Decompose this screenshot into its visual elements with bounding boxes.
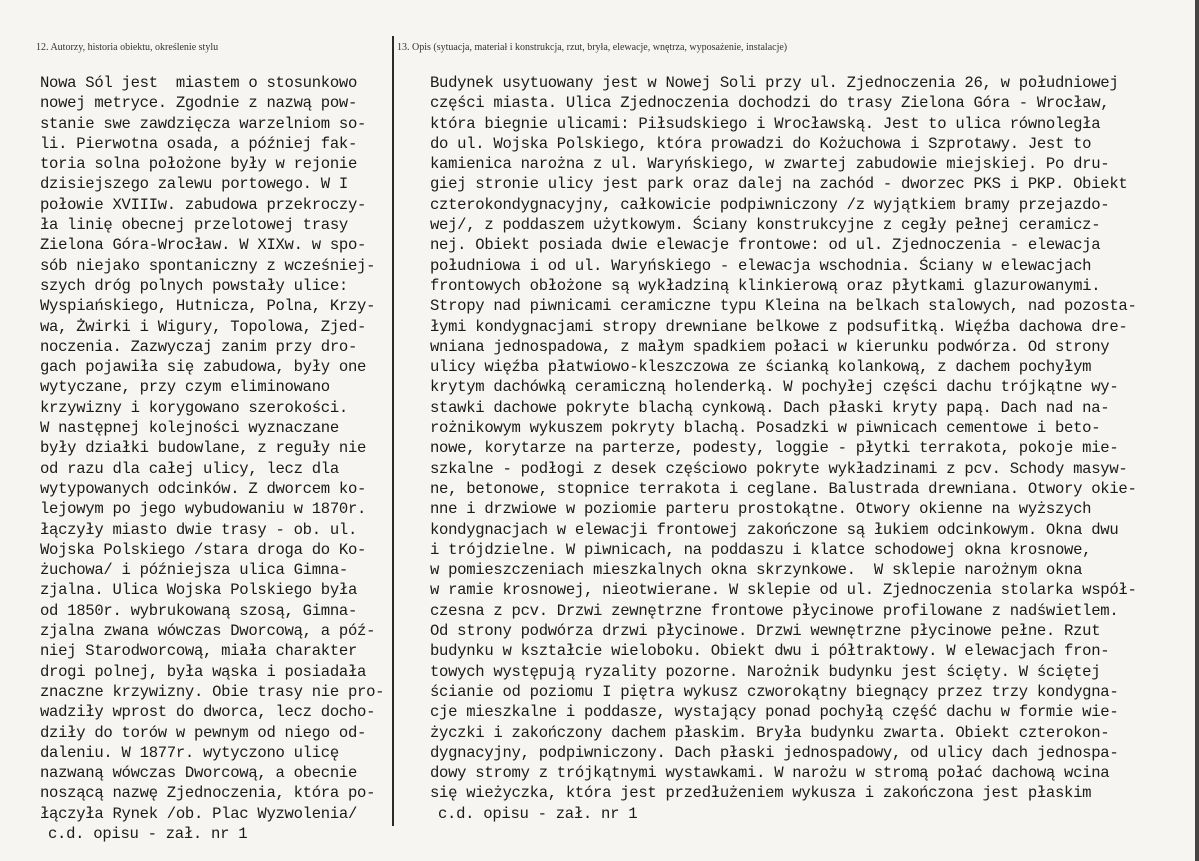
description-text-line: nej. Obiekt posiada dwie elewacje frontowe: od ul. Zjednoczenia - elewacja xyxy=(430,236,1101,255)
description-text-line: południowa i od ul. Waryńskiego - elewacja wschodnia. Ściany w elewacjach xyxy=(430,256,1092,275)
description-text-line: czesna z pcv. Drzwi zewnętrzne frontowe płycinowe profilowane z nadświetlem. xyxy=(430,601,1119,620)
description-text-line: dowy stromy z trójkątnymi wystawkami. W narożu w stromą połać dachową wcina xyxy=(430,764,1110,783)
description-text-line: kondygnacjach w elewacji frontowej zakończone są łukiem odcinkowym. Okna dwu xyxy=(430,520,1119,539)
description-text-line: giej stronie ulicy jest park oraz dalej na zachód - dworzec PKS i PKP. Obiekt xyxy=(430,175,1128,194)
history-text-line: zjalna zwana wówczas Dworcową, a póź- xyxy=(40,622,376,641)
history-text-line: łączyły miasto dwie trasy - ob. ul. xyxy=(40,520,358,539)
description-text-line: w ramie krosnowej, nieotwierane. W sklepie od ul. Zjednoczenia stolarka współ- xyxy=(430,581,1137,600)
right-column-header: 13. Opis (sytuacja, materiał i konstrukcja, rzut, bryła, elewacje, wnętrza, wyposażenie, instalacje) xyxy=(397,42,788,53)
description-text-line: krytym dachówką ceramiczną holenderką. W pochyłej części dachu trójkątne wy- xyxy=(430,378,1119,397)
description-text-line: towych występują ryzality pozorne. Narożnik budynku jest ścięty. W ściętej xyxy=(430,662,1101,681)
description-text-line: dygnacyjny, podpiwniczony. Dach płaski jednospadowy, od ulicy dach jednospa- xyxy=(430,743,1119,762)
description-text-line: Budynek usytuowany jest w Nowej Soli przy ul. Zjednoczenia 26, w południowej xyxy=(430,74,1119,92)
description-text-line: stawki dachowe pokryte blachą cynkową. Dach płaski kryty papą. Dach nad na- xyxy=(430,398,1110,417)
history-text-line: ła linię obecnej przelotowej trasy xyxy=(40,216,348,235)
history-text-line: sób niejako spontaniczny z wcześniej- xyxy=(40,256,376,275)
history-text-line: noczenia. Zazwyczaj zanim przy dro- xyxy=(40,337,358,356)
history-text-line: noszącą nazwę Zjednoczenia, która po- xyxy=(40,784,376,803)
description-text-line: ścianie od poziomu I piętra wykusz czworokątny biegnący przez trzy kondygna- xyxy=(430,682,1119,701)
history-text-line: szych dróg polnych powstały ulice: xyxy=(40,276,348,295)
description-text-line: Od strony podwórza drzwi płycinowe. Drzwi wewnętrzne płycinowe pełne. Rzut xyxy=(430,622,1101,641)
history-text-line: Nowa Sól jest miastem o stosunkowo xyxy=(40,74,358,92)
description-text-line: Stropy nad piwnicami ceramiczne typu Kleina na belkach stalowych, nad pozosta- xyxy=(430,297,1137,316)
description-text-line: wniana jednospadowa, z małym spadkiem połaci w kierunku podwórza. Od strony xyxy=(430,337,1110,356)
history-text-line: wadziły wprost do dworca, lecz docho- xyxy=(40,703,376,722)
history-text-line: daleniu. W 1877r. wytyczono ulicę xyxy=(40,743,339,762)
description-text-line: ulicy więźba płatwiowo-kleszczowa ze ścianką kolankową, z dachem pochyłym xyxy=(430,358,1092,377)
history-text-line: wytyczane, przy czym eliminowano xyxy=(40,378,330,397)
history-text-line: drogi polnej, była wąska i posiadała xyxy=(40,662,367,681)
history-text-line: zjalna. Ulica Wojska Polskiego była xyxy=(40,581,358,600)
description-text-line: części miasta. Ulica Zjednoczenia dochodzi do trasy Zielona Góra - Wrocław, xyxy=(430,94,1110,113)
history-text-line: znaczne krzywizny. Obie trasy nie pro- xyxy=(40,682,385,701)
description-text-line: nne i drzwiowe w poziomie parteru prostokątne. Otwory okienne na wyższych xyxy=(430,500,1092,519)
description-text-line: szkalne - podłogi z desek częściowo pokryte wykładzinami z pcv. Schody masyw- xyxy=(430,459,1128,478)
scan-edge xyxy=(1195,0,1199,861)
description-text-line: życzki i zakończony dachem płaskim. Bryła budynku zwarta. Obiekt czterokon- xyxy=(430,723,1110,742)
history-text-line: W następnej kolejności wyznaczane xyxy=(40,419,339,438)
description-text-line: rożnikowym wykuszem pokryty blachą. Posadzki w piwnicach cementowe i beto- xyxy=(430,419,1101,438)
description-text-line: nowe, korytarze na parterze, podesty, loggie - płytki terrakota, pokoje mie- xyxy=(430,439,1119,458)
history-text-line: stanie swe zawdzięcza warzelniom so- xyxy=(40,114,367,133)
history-text-line: wytypowanych odcinków. Z dworcem ko- xyxy=(40,479,367,498)
description-text-line: łymi kondygnacjami stropy drewniane belkowe z podsufitką. Więźba dachowa dre- xyxy=(430,317,1128,336)
history-text-line: krzywizny i korygowano szerokości. xyxy=(40,398,348,417)
history-text-line: li. Pierwotna osada, a później fak- xyxy=(40,134,358,153)
history-text-line: dzisiejszego zalewu portowego. W I xyxy=(40,175,348,194)
description-text-line: wej/, z poddaszem użytkowym. Ściany konstrukcyjne z cegły pełnej ceramicz- xyxy=(430,216,1101,235)
history-text-line: żuchowa/ i późniejsza ulica Gimna- xyxy=(40,561,348,580)
history-text-line: wa, Żwirki i Wigury, Topolowa, Zjed- xyxy=(40,317,367,336)
history-text-line: dziły do torów w pewnym od niego od- xyxy=(40,723,367,742)
history-text-line: połowie XVIIIw. zabudowa przekroczy- xyxy=(40,195,367,214)
history-text-line: lejowym po jego wybudowaniu w 1870r. xyxy=(40,500,367,519)
history-text-line: toria solna położone były w rejonie xyxy=(40,155,358,174)
description-text-line: do ul. Wojska Polskiego, która prowadzi do Kożuchowa i Szprotawy. Jest to xyxy=(430,134,1092,153)
history-text-line: od razu dla całej ulicy, lecz dla xyxy=(40,459,339,478)
history-text-line: były działki budowlane, z reguły nie xyxy=(40,439,367,458)
description-text-line: się wieżyczka, która jest przedłużeniem wykusza i zakończona jest płaskim xyxy=(430,784,1092,803)
history-text-line: Wyspiańskiego, Hutnicza, Polna, Krzy- xyxy=(40,297,376,316)
description-text-line: c.d. opisu - zał. nr 1 xyxy=(438,804,638,823)
history-text-line: łączyła Rynek /ob. Plac Wyzwolenia/ xyxy=(40,804,358,823)
description-text-line: cje mieszkalne i poddasze, wystający ponad pochyłą część dachu w formie wie- xyxy=(430,703,1119,722)
description-column xyxy=(430,73,1199,824)
history-text-line: c.d. opisu - zał. nr 1 xyxy=(48,824,248,843)
description-text-line: i trójdzielne. W piwnicach, na poddaszu i klatce schodowej okna krosnowe, xyxy=(430,540,1092,559)
description-text-line: w pomieszczeniach mieszkalnych okna skrzynkowe. W sklepie narożnym okna xyxy=(430,561,1083,580)
description-text-line: która biegnie ulicami: Piłsudskiego i Wrocławską. Jest to ulica równoległa xyxy=(430,114,1101,133)
history-column xyxy=(40,73,390,844)
history-text-line: nazwaną wówczas Dworcową, a obecnie xyxy=(40,764,358,783)
column-divider xyxy=(392,36,394,826)
description-text-line: frontowych obłożone są wykładziną klinkierową oraz płytkami glazurowanymi. xyxy=(430,276,1101,295)
description-text-line: czterokondygnacyjny, całkowicie podpiwniczony /z wyjątkiem bramy przejazdo- xyxy=(430,195,1110,214)
history-text-line: Zielona Góra-Wrocław. W XIXw. w spo- xyxy=(40,236,367,255)
description-text-line: budynku w kształcie wieloboku. Obiekt dwu i półtraktowy. W elewacjach fron- xyxy=(430,642,1110,661)
history-text-line: Wojska Polskiego /stara droga do Ko- xyxy=(40,540,367,559)
description-text-line: kamienica narożna z ul. Waryńskiego, w zwartej zabudowie miejskiej. Po dru- xyxy=(430,155,1110,174)
left-column-header: 12. Autorzy, historia obiektu, określenie stylu xyxy=(36,42,219,53)
history-text-line: gach pojawiła się zabudowa, były one xyxy=(40,358,367,377)
history-text-line: niej Starodworcową, miała charakter xyxy=(40,642,358,661)
description-text-line: ne, betonowe, stopnice terrakota i ceglane. Balustrada drewniana. Otwory okie- xyxy=(430,479,1137,498)
history-text-line: nowej metryce. Zgodnie z nazwą pow- xyxy=(40,94,358,113)
history-text-line: od 1850r. wybrukowaną szosą, Gimna- xyxy=(40,601,358,620)
